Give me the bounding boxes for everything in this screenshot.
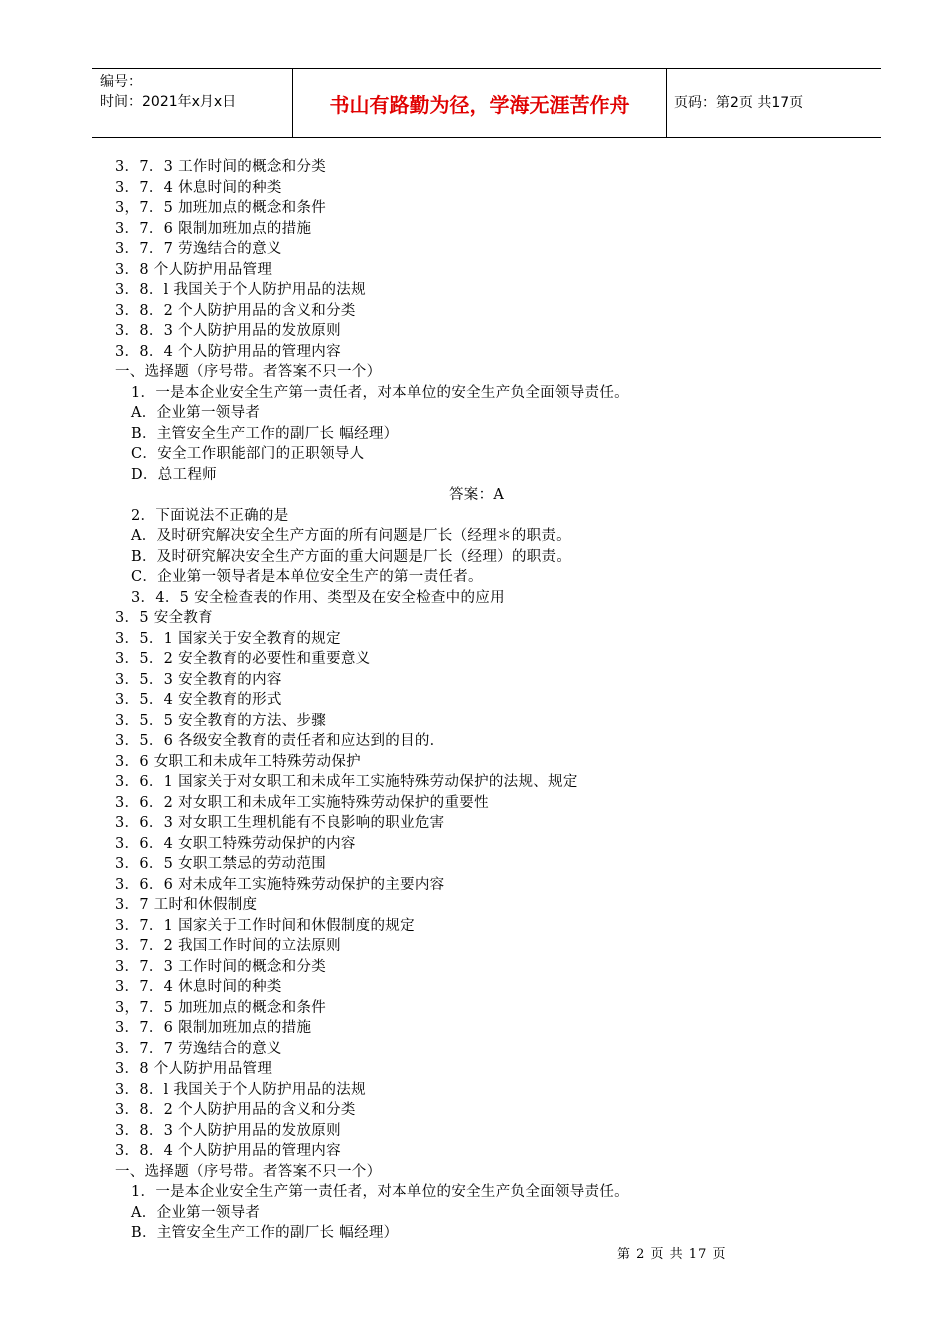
text-line: 3．7．4 休息时间的种类 bbox=[115, 979, 282, 995]
header-motto-cell bbox=[292, 69, 667, 137]
motto: 书山有路勤为径，学海无涯苦作舟 bbox=[329, 93, 630, 117]
text-line: 3．5．4 安全教育的形式 bbox=[115, 692, 282, 708]
text-line: 3．7 工时和休假制度 bbox=[115, 897, 258, 913]
text-line: 3．7．3 工作时间的概念和分类 bbox=[115, 958, 327, 975]
text-line: 3．6 女职工和未成年工特殊劳动保护 bbox=[115, 753, 361, 770]
text-line: 3．8 个人防护用品管理 bbox=[115, 1061, 273, 1077]
question-line: 1．一是本企业安全生产第一责任者，对本单位的安全生产负全面领导责任。 bbox=[131, 1184, 629, 1200]
option-line: B．及时研究解决安全生产方面的重大问题是厂长（经理）的职责。 bbox=[131, 548, 572, 565]
text-line: 3．5．3 安全教育的内容 bbox=[115, 671, 282, 688]
time-label: 时间：2021年x月x日 bbox=[100, 94, 237, 110]
text-line: 3．5．5 安全教育的方法、步骤 bbox=[115, 712, 327, 729]
question-line: 1．一是本企业安全生产第一责任者，对本单位的安全生产负全面领导责任。 bbox=[131, 384, 629, 401]
option-line: B．主管安全生产工作的副厂长 幅经理） bbox=[131, 1225, 399, 1241]
text-line: 3．7．1 国家关于工作时间和休假制度的规定 bbox=[115, 917, 415, 934]
text-line: 3．8．2 个人防护用品的含义和分类 bbox=[115, 302, 356, 319]
text-line: 3．6．4 女职工特殊劳动保护的内容 bbox=[115, 835, 356, 852]
text-line: 3．8．3 个人防护用品的发放原则 bbox=[115, 323, 341, 339]
text-line: 3．8．4 个人防护用品的管理内容 bbox=[115, 1143, 341, 1159]
text-line: 3．6．5 女职工禁忌的劳动范围 bbox=[115, 856, 327, 872]
text-line: 3，7．5 加班加点的概念和条件 bbox=[115, 999, 327, 1016]
text-line: 3，7．5 加班加点的概念和条件 bbox=[115, 200, 327, 216]
serial-label: 编号： bbox=[100, 74, 142, 90]
text-line: 3．7．7 劳逸结合的意义 bbox=[115, 1040, 282, 1057]
text-line: 3．7．2 我国工作时间的立法原则 bbox=[115, 938, 341, 954]
text-line: 3．7．7 劳逸结合的意义 bbox=[115, 241, 282, 257]
text-line: 3．8．4 个人防护用品的管理内容 bbox=[115, 343, 341, 360]
text-line: 3．5．6 各级安全教育的责任者和应达到的目的． bbox=[115, 733, 445, 749]
text-line: 3．8．l 我国关于个人防护用品的法规 bbox=[115, 282, 366, 298]
text-line: 3．7．4 休息时间的种类 bbox=[115, 179, 282, 196]
text-line: 3．8．l 我国关于个人防护用品的法规 bbox=[115, 1081, 366, 1098]
text-line: 3．7．6 限制加班加点的措施 bbox=[115, 1020, 312, 1036]
text-line: 3．7．3 工作时间的概念和分类 bbox=[115, 159, 327, 175]
option-line: B．主管安全生产工作的副厂长 幅经理） bbox=[131, 425, 399, 442]
page-header bbox=[92, 68, 881, 138]
answer-line: 答案：A bbox=[449, 487, 505, 503]
text-line: 3．4．5 安全检查表的作用、类型及在安全检查中的应用 bbox=[131, 589, 505, 606]
text-line: 3．6．1 国家关于对女职工和未成年工实施特殊劳动保护的法规、规定 bbox=[115, 774, 578, 790]
text-line: 3．8．2 个人防护用品的含义和分类 bbox=[115, 1102, 356, 1118]
text-line: 3．5．1 国家关于安全教育的规定 bbox=[115, 630, 341, 647]
section-heading: 一、选择题（序号带。者答案不只一个） bbox=[115, 364, 382, 380]
text-line: 3．6．3 对女职工生理机能有不良影响的职业危害 bbox=[115, 815, 445, 831]
page-footer: 第 2 页 共 17 页 bbox=[617, 1247, 727, 1262]
header-page-cell bbox=[666, 69, 881, 137]
option-line: A．及时研究解决安全生产方面的所有问题是厂长（经理＊的职责。 bbox=[131, 528, 571, 544]
question-line: 2．下面说法不正确的是 bbox=[131, 507, 289, 524]
text-line: 3．6．6 对未成年工实施特殊劳动保护的主要内容 bbox=[115, 876, 445, 893]
option-line: A．企业第一领导者 bbox=[131, 405, 261, 421]
text-line: 3．7．6 限制加班加点的措施 bbox=[115, 220, 312, 237]
text-line: 3．5．2 安全教育的必要性和重要意义 bbox=[115, 651, 371, 667]
option-line: D．总工程师 bbox=[131, 466, 217, 483]
text-line: 3．5 安全教育 bbox=[115, 610, 213, 626]
text-line: 3．8．3 个人防护用品的发放原则 bbox=[115, 1122, 341, 1139]
section-heading: 一、选择题（序号带。者答案不只一个） bbox=[115, 1163, 382, 1180]
option-line: C．企业第一领导者是本单位安全生产的第一责任者。 bbox=[131, 569, 483, 585]
option-line: C．安全工作职能部门的正职领导人 bbox=[131, 446, 365, 462]
text-line: 3．8 个人防护用品管理 bbox=[115, 261, 273, 278]
option-line: A．企业第一领导者 bbox=[131, 1204, 261, 1221]
text-line: 3．6．2 对女职工和未成年工实施特殊劳动保护的重要性 bbox=[115, 794, 489, 811]
header-meta-cell bbox=[92, 69, 292, 137]
page-info: 页码：第2页 共17页 bbox=[674, 95, 804, 111]
